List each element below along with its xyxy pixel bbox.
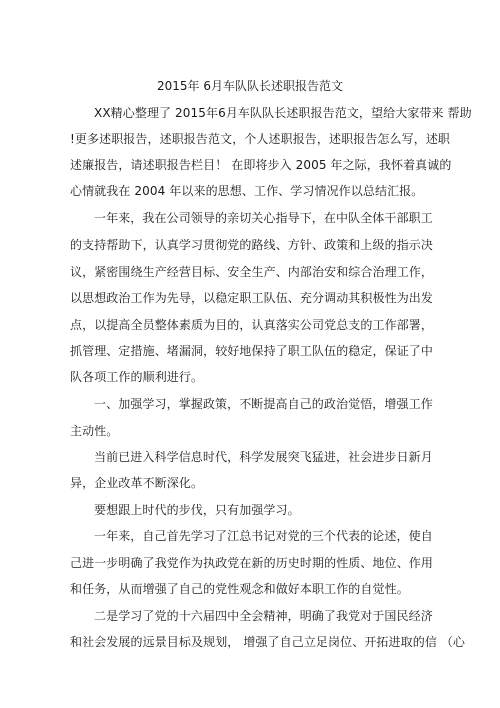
paragraph-line: 队各项工作的顺利进行。 xyxy=(70,370,204,384)
paragraph-line: 心情就我在 2004 年以来的思想、工作、学习情况作以总结汇报。 xyxy=(70,184,424,198)
paragraph-line: 当前已进入科学信息时代，科学发展突飞猛进，社会进步日新月 xyxy=(94,450,433,464)
paragraph-line: 一年来，我在公司领导的亲切关心指导下，在中队全体干部职工 xyxy=(94,211,433,225)
paragraph-line: 要想跟上时代的步伐，只有加强学习。 xyxy=(94,503,300,517)
paragraph-line: 二是学习了党的十六届四中全会精神，明确了我党对于国民经济 xyxy=(94,609,433,623)
paragraph-line: 己进一步明确了我党作为执政党在新的历史时期的性质、地位、作用 xyxy=(70,556,434,570)
paragraph-line: 点，以提高全员整体素质为目的，认真落实公司党总支的工作部署， xyxy=(70,318,434,332)
paragraph-line: 的支持帮助下，认真学习贯彻党的路线、方针、政策和上级的指示决 xyxy=(70,238,434,252)
paragraph-line: 和任务，从而增强了自己的党性观念和做好本职工作的自觉性。 xyxy=(70,582,409,596)
paragraph-line: 议，紧密围绕生产经营目标、安全生产、内部治安和综合治理工作， xyxy=(70,265,434,279)
paragraph-line: 抓管理、定措施、堵漏洞，较好地保持了职工队伍的稳定，保证了中 xyxy=(70,344,434,358)
section-heading-line: 主动性。 xyxy=(70,424,119,438)
paragraph-line: !更多述职报告，述职报告范文，个人述职报告，述职报告怎么写，述职 xyxy=(70,132,451,146)
paragraph-line: 述廉报告，请述职报告栏目！ 在即将步入 2005 年之际，我怀着真诚的 xyxy=(70,158,452,172)
document-title: 2015年 6月车队队长述职报告范文 xyxy=(157,79,343,93)
paragraph-line: 和社会发展的远景目标及规划， 增强了自己立足岗位、开拓进取的信 （心 xyxy=(70,635,466,649)
section-heading-line: 一、加强学习，掌握政策，不断提高自己的政治觉悟，增强工作 xyxy=(94,397,433,411)
paragraph-line: 一年来，自己首先学习了江总书记对党的三个代表的论述，使自 xyxy=(94,529,433,543)
paragraph-line: XX精心整理了 2015年6月车队队长述职报告范文，望给大家带来 帮助 xyxy=(94,106,472,120)
paragraph-line: 以思想政治工作为先导，以稳定职工队伍、充分调动其积极性为出发 xyxy=(70,291,434,305)
paragraph-line: 异，企业改革不断深化。 xyxy=(70,476,204,490)
